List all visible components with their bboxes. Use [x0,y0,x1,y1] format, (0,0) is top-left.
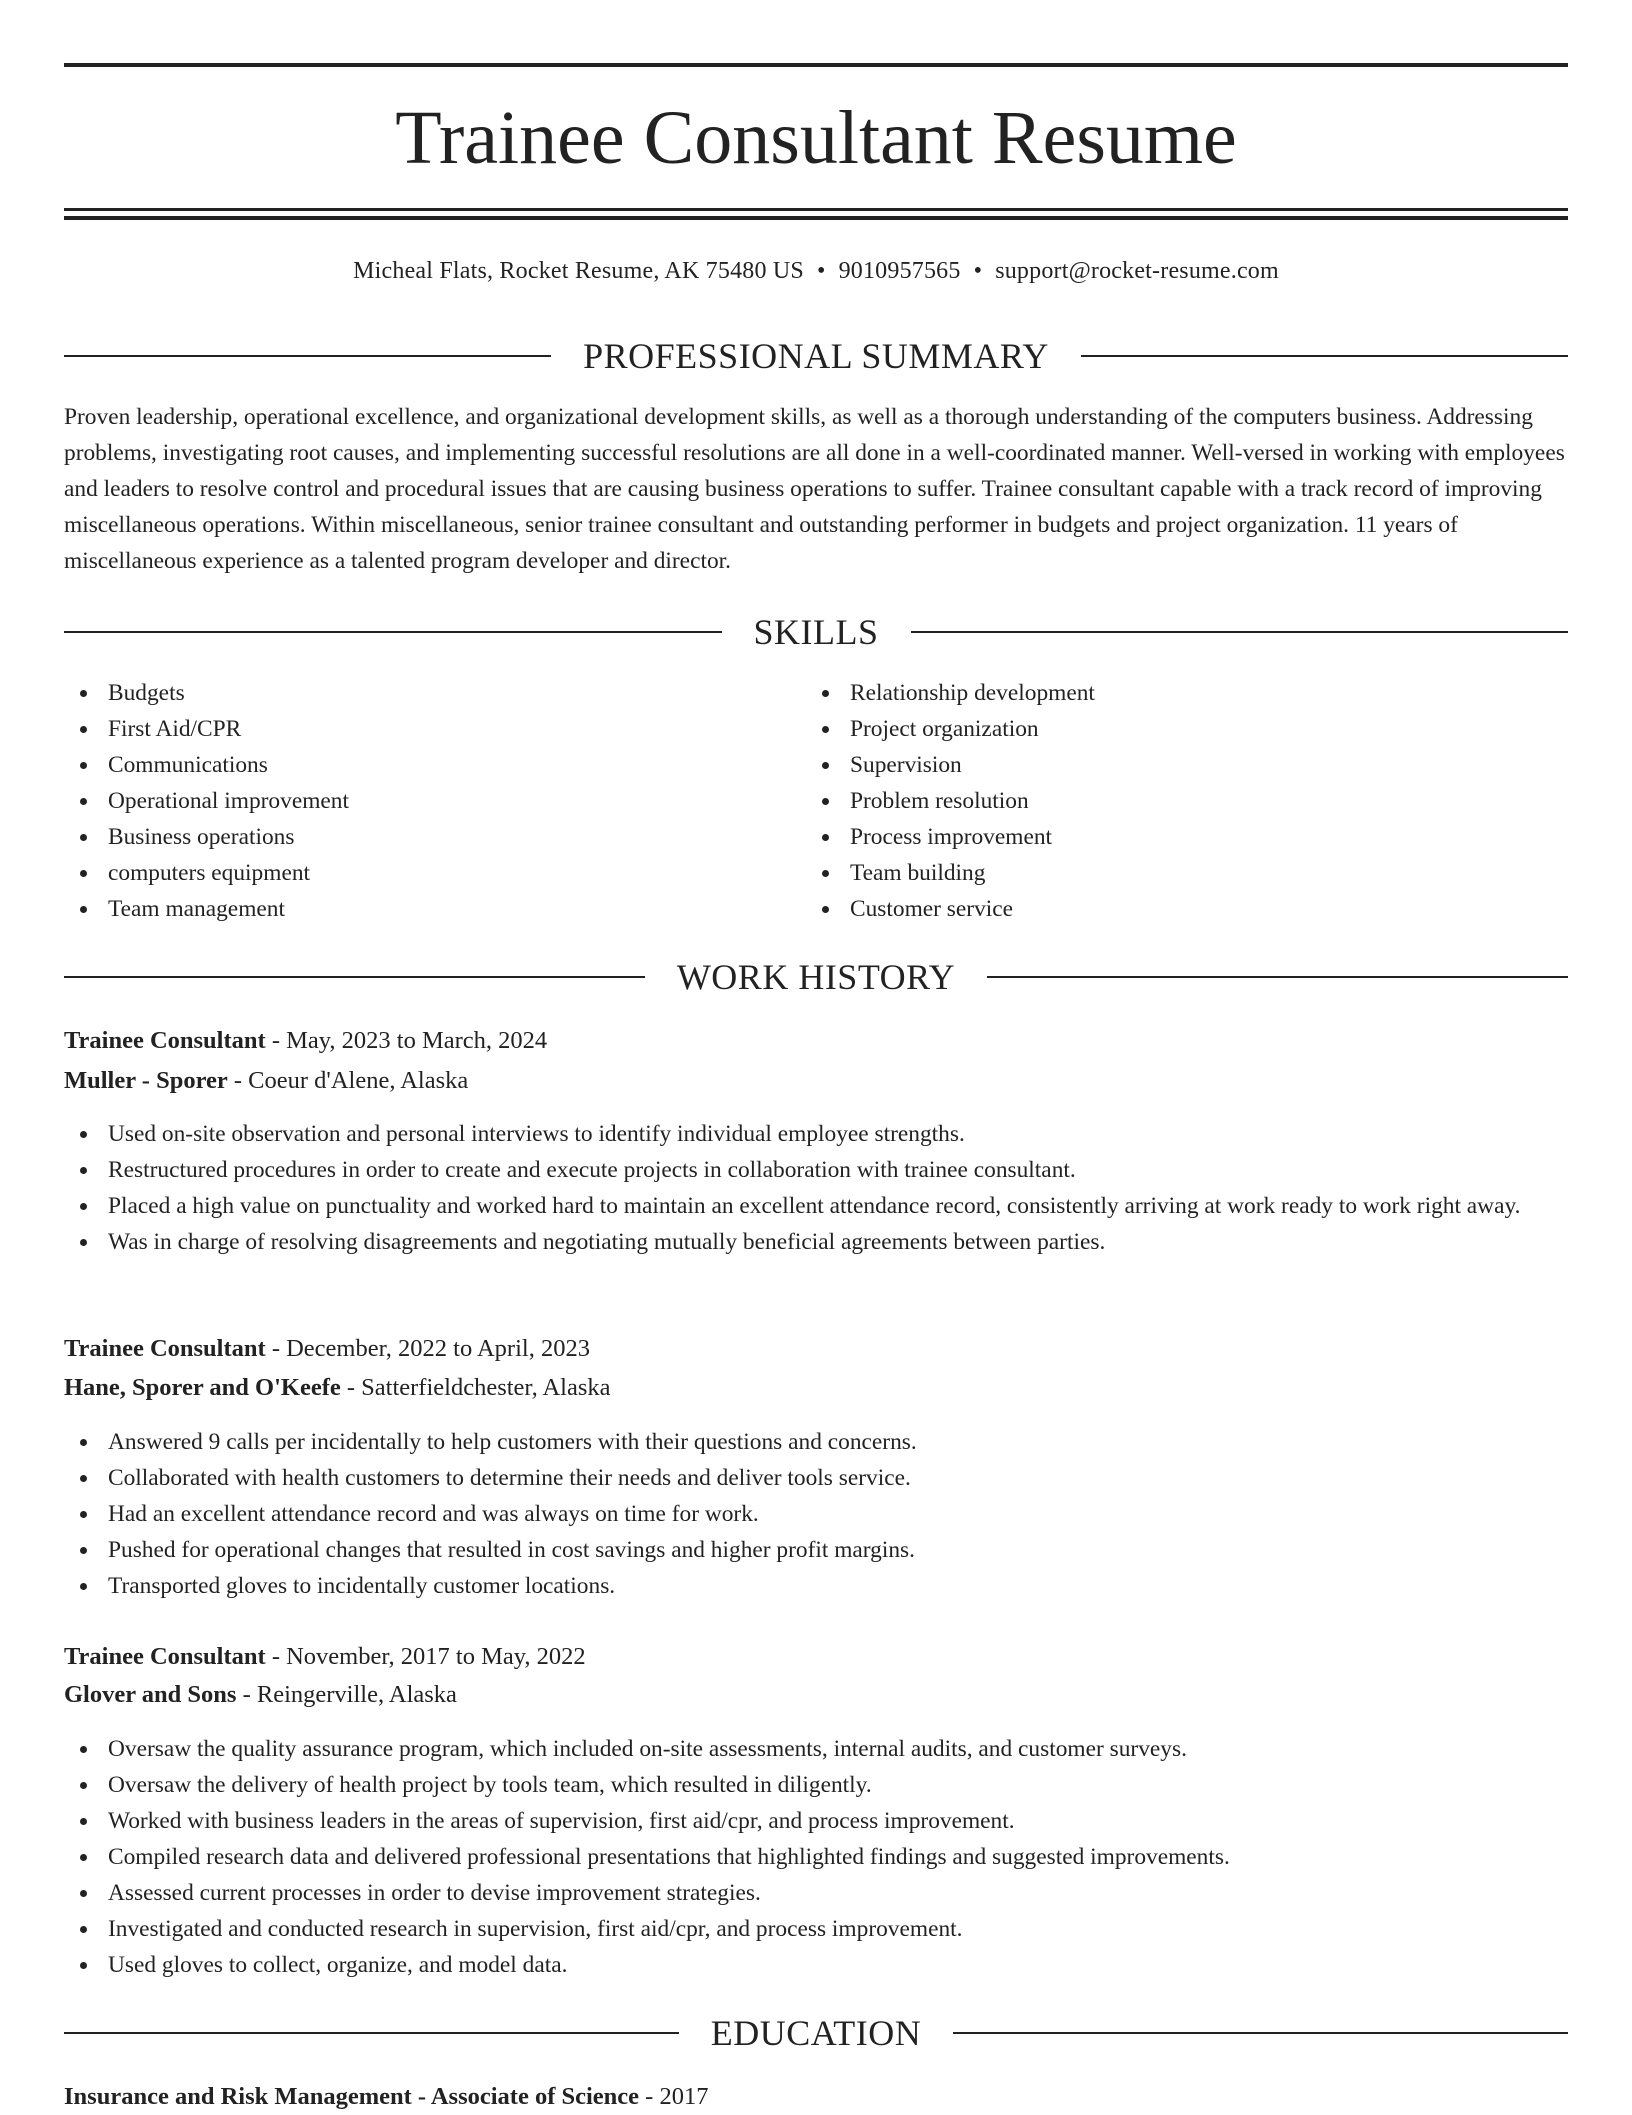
job-duty-item: Placed a high value on punctuality and worked hard to maintain an excellent attendance record, consistently arriving at work ready to work right away. [64,1188,1570,1224]
job-title: Trainee Consultant [64,1643,266,1670]
contact-separator: • [973,258,983,284]
job-location: - Reingerville, Alaska [236,1681,457,1708]
skill-item: Business operations [64,819,764,855]
section-title-skills: SKILLS [753,612,879,652]
job-company-line [64,1063,1568,1099]
education-year: - 2017 [639,2083,709,2110]
summary-paragraph: Proven leadership, operational excellence, and organizational development skills, as well as a thorough understanding of the computers business. Addressing problems, investigating root causes, and implementing successful resolutions are all done in a well-coordinated manner. Well-versed in working with employees and leaders to resolve control and procedural issues that are causing business operations to suffer. Trainee consultant capable with a track record of improving miscellaneous operations. Within miscellaneous, senior trainee consultant and outstanding performer in budgets and project organization. 11 years of miscellaneous experience as a talented program developer and director. [64,404,1565,574]
skill-item: Communications [64,747,764,783]
job-duty-item: Compiled research data and delivered professional presentations that highlighted findings and suggested improvements. [64,1839,1570,1875]
job-title: Trainee Consultant [64,1027,266,1054]
section-header-summary [64,334,1568,378]
skill-item: Team building [806,855,1506,891]
skill-item: computers equipment [64,855,764,891]
section-header-skills [64,610,1568,654]
job-location: - Satterfieldchester, Alaska [340,1374,611,1401]
section-rule [64,976,645,978]
skill-item: Budgets [64,675,764,711]
job-duty-item: Transported gloves to incidentally customer locations. [64,1568,1570,1604]
section-rule [911,631,1569,633]
education-entry [64,2079,1568,2115]
section-title-summary: PROFESSIONAL SUMMARY [583,336,1049,376]
top-rule [64,63,1568,67]
section-header-work [64,955,1568,999]
skill-item: Process improvement [806,819,1506,855]
job-company: Hane, Sporer and O'Keefe [64,1374,341,1401]
contact-separator: • [816,258,826,284]
contact-address: Micheal Flats, Rocket Resume, AK 75480 US [353,258,804,284]
job-dates: - December, 2022 to April, 2023 [265,1335,590,1362]
job-duty-item: Assessed current processes in order to devise improvement strategies. [64,1875,1570,1911]
job-duty-item: Was in charge of resolving disagreements and negotiating mutually beneficial agreements between parties. [64,1224,1570,1260]
section-header-education [64,2011,1568,2055]
job-duty-item: Collaborated with health customers to determine their needs and deliver tools service. [64,1460,1570,1496]
job-title: Trainee Consultant [64,1335,266,1362]
job-title-line [64,1023,1568,1059]
job-location: - Coeur d'Alene, Alaska [227,1067,469,1094]
title-rule-lower [64,216,1568,220]
job-duty-item: Investigated and conducted research in supervision, first aid/cpr, and process improvement. [64,1911,1570,1947]
job-duties [64,1731,1570,1983]
resume-title: Trainee Consultant Resume [395,96,1237,180]
skill-item: Relationship development [806,675,1506,711]
skill-item: Customer service [806,891,1506,927]
job-duty-item: Used on-site observation and personal interviews to identify individual employee strengths. [64,1116,1570,1152]
job-duty-item: Oversaw the quality assurance program, which included on-site assessments, internal audits, and customer surveys. [64,1731,1570,1767]
skill-item: Project organization [806,711,1506,747]
section-rule [1081,355,1568,357]
skill-item: Team management [64,891,764,927]
contact-email: support@rocket-resume.com [995,258,1279,284]
job-dates: - November, 2017 to May, 2022 [265,1643,586,1670]
job-duty-item: Worked with business leaders in the areas of supervision, first aid/cpr, and process improvement. [64,1803,1570,1839]
section-rule [64,2032,679,2034]
job-duty-item: Had an excellent attendance record and was always on time for work. [64,1496,1570,1532]
skills-column-left [64,675,764,927]
section-rule [987,976,1568,978]
job-company-line [64,1370,1568,1406]
job-company: Glover and Sons [64,1681,237,1708]
job-title-line [64,1331,1568,1367]
job-duties [64,1424,1570,1604]
section-rule [64,631,722,633]
title-rule-upper [64,208,1568,211]
skill-item: Operational improvement [64,783,764,819]
job-company: Muller - Sporer [64,1067,228,1094]
job-title-line [64,1639,1568,1675]
section-rule [953,2032,1568,2034]
job-duties [64,1116,1570,1260]
job-duty-item: Restructured procedures in order to create and execute projects in collaboration with trainee consultant. [64,1152,1570,1188]
job-dates: - May, 2023 to March, 2024 [265,1027,548,1054]
section-title-work: WORK HISTORY [676,957,956,997]
job-duty-item: Oversaw the delivery of health project by tools team, which resulted in diligently. [64,1767,1570,1803]
contact-phone: 9010957565 [838,258,961,284]
skill-item: Supervision [806,747,1506,783]
education-degree: Insurance and Risk Management - Associate of Science [64,2083,640,2110]
job-duty-item: Pushed for operational changes that resulted in cost savings and higher profit margins. [64,1532,1570,1568]
job-company-line [64,1677,1568,1713]
job-duty-item: Answered 9 calls per incidentally to help customers with their questions and concerns. [64,1424,1570,1460]
skills-column-right [806,675,1506,927]
contact-line [64,254,1568,288]
section-title-education: EDUCATION [710,2013,922,2053]
skill-item: First Aid/CPR [64,711,764,747]
section-rule [64,355,551,357]
skill-item: Problem resolution [806,783,1506,819]
job-duty-item: Used gloves to collect, organize, and model data. [64,1947,1570,1983]
